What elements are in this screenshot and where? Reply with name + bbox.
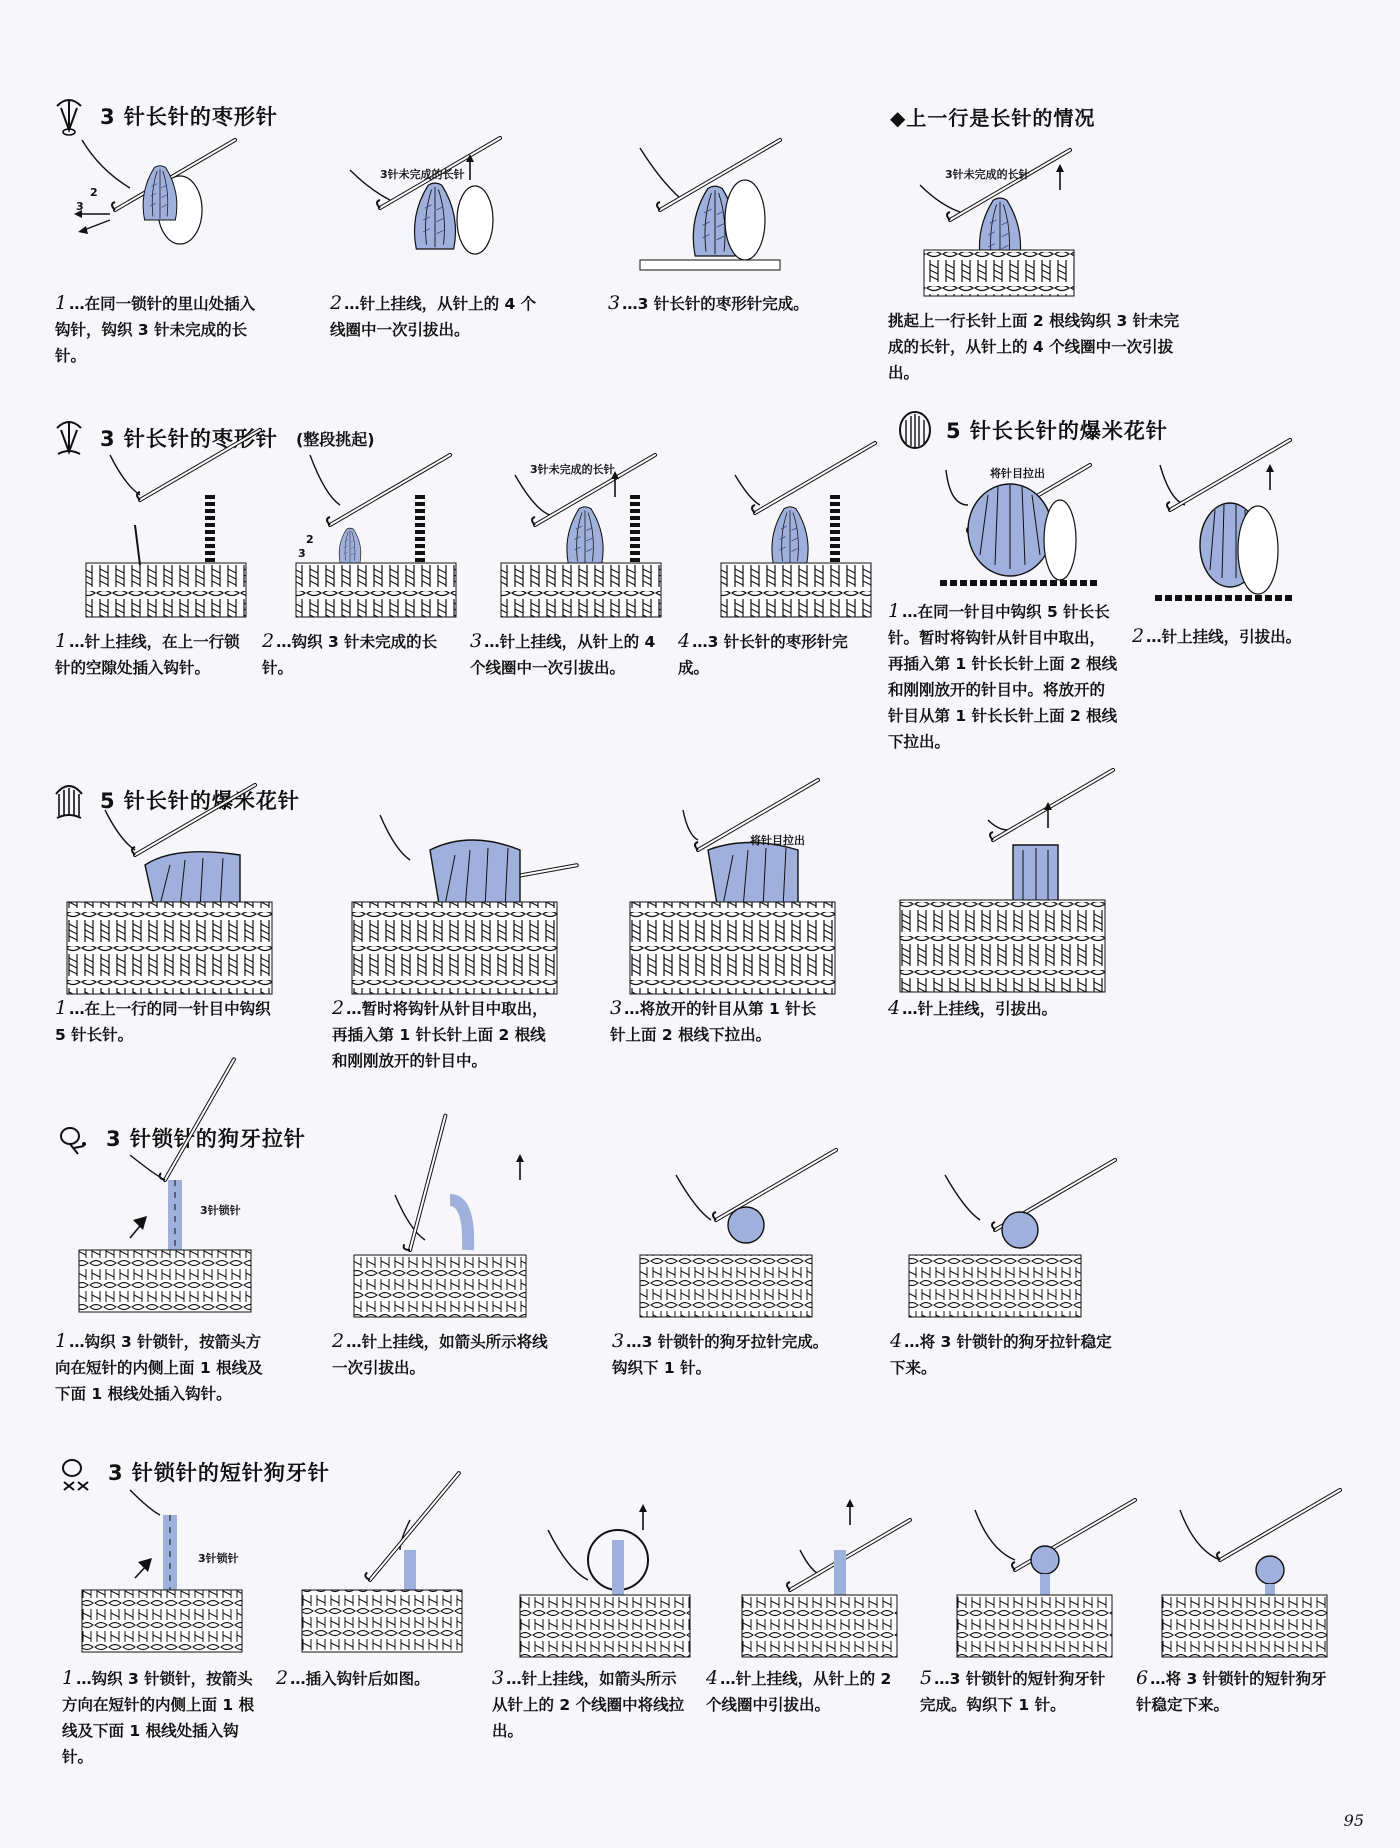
section-subtitle: (整段挑起) — [295, 429, 375, 449]
figure-s1-step3 — [620, 140, 790, 270]
caption-s5-3: 3 …3 针锁针的狗牙拉针完成。钩织下 1 针。 — [612, 1330, 829, 1377]
figure-s5-step1 — [75, 1150, 255, 1315]
figure-number-label: 3 — [76, 200, 84, 213]
figure-s4-step1 — [65, 810, 275, 995]
section-title-picot-sc — [60, 1452, 330, 1492]
figure-s1-step1 — [70, 140, 220, 250]
figure-s6-step4 — [740, 1500, 900, 1660]
caption-s4-4: 4 …针上挂线，引拔出。 — [888, 997, 1058, 1019]
section-title-bobble-3dc — [52, 96, 278, 136]
figure-s4-step3 — [628, 810, 838, 995]
caption-s2-2: 2 …钩织 3 针未完成的长针。 — [262, 630, 438, 677]
figure-label: 3针未完成的长针 — [945, 168, 1030, 181]
figure-s6-step6 — [1160, 1500, 1330, 1660]
section-title: 5 针长长针的爆米花针 — [946, 419, 1168, 443]
caption-s6-6: 6 …将 3 针锁针的短针狗牙针稳定下来。 — [1136, 1667, 1327, 1714]
figure-s1b — [910, 150, 1080, 300]
figure-label: 将针目拉出 — [990, 467, 1045, 480]
section-title-prev-row-dc — [890, 102, 1095, 131]
figure-s5-step3 — [636, 1170, 816, 1320]
figure-s2-step2 — [290, 455, 460, 625]
figure-s4-step4 — [898, 800, 1108, 995]
section-title: 5 针长针的爆米花针 — [100, 789, 300, 813]
figure-number-label: 3 — [298, 547, 306, 560]
figure-s5-step4 — [905, 1170, 1085, 1320]
caption-s2-1: 1 …针上挂线，在上一行锁针的空隙处插入钩针。 — [55, 630, 240, 677]
figure-s2-step4 — [715, 455, 875, 625]
caption-s3-2: 2 …针上挂线，引拔出。 — [1132, 625, 1302, 647]
figure-s6-step5 — [955, 1500, 1115, 1660]
caption-s6-1: 1 …钩织 3 针锁针，按箭头方向在短针的内侧上面 1 根线及下面 1 根线处插入钩针。 — [62, 1667, 255, 1766]
caption-s6-3: 3 …针上挂线，如箭头所示从针上的 2 个线圈中将线拉出。 — [492, 1667, 685, 1740]
bobble-3dc-icon — [52, 418, 86, 458]
caption-s2-4: 4 …3 针长针的枣形针完成。 — [678, 630, 848, 677]
caption-s6-2: 2 …插入钩针后如图。 — [276, 1667, 430, 1689]
figure-s5-step2 — [350, 1160, 530, 1320]
caption-s6-5: 5 …3 针锁针的短针狗牙针完成。钩织下 1 针。 — [920, 1667, 1106, 1714]
caption-s6-4: 4 …针上挂线，从针上的 2 个线圈中引拔出。 — [706, 1667, 892, 1714]
caption-s5-1: 1 …钩织 3 针锁针，按箭头方向在短针的内侧上面 1 根线及下面 1 根线处插入钩针。 — [55, 1330, 263, 1403]
figure-s3-step1 — [940, 465, 1110, 595]
section-title: 3 针长针的枣形针 — [100, 105, 278, 129]
page-number: 95 — [1343, 1811, 1364, 1830]
caption-s2-3: 3 …针上挂线，从针上的 4 个线圈中一次引拔出。 — [470, 630, 656, 677]
figure-s3-step2 — [1150, 460, 1300, 610]
section-title: 3 针长针的枣形针 — [100, 427, 278, 451]
figure-s6-step3 — [518, 1500, 693, 1660]
caption-s4-3: 3 …将放开的针目从第 1 针长针上面 2 根线下拉出。 — [610, 997, 817, 1044]
bobble-3dc-icon — [52, 96, 86, 136]
caption-s4-2: 2 …暂时将钩针从针目中取出，再插入第 1 针长针上面 2 根线和刚刚放开的针目中。 — [332, 997, 548, 1070]
figure-label: 3针锁针 — [200, 1204, 241, 1217]
caption-s1b: 挑起上一行长针上面 2 根线钩织 3 针未完成的长针，从针上的 4 个线圈中一次引拔出。 — [888, 312, 1180, 382]
figure-s2-step1 — [80, 455, 250, 625]
figure-label: 3针锁针 — [198, 1552, 239, 1565]
section-title: 3 针锁针的狗牙拉针 — [106, 1127, 306, 1151]
picot-sc-icon — [60, 1452, 94, 1492]
figure-label: 将针目拉出 — [750, 834, 805, 847]
caption-s1-3: 3 …3 针长针的枣形针完成。 — [608, 292, 809, 314]
figure-s2-step3 — [495, 455, 665, 625]
caption-s1-2: 2 …针上挂线，从针上的 4 个线圈中一次引拔出。 — [330, 292, 537, 339]
figure-s4-step2 — [350, 810, 560, 995]
caption-s5-4: 4 …将 3 针锁针的狗牙拉针稳定下来。 — [890, 1330, 1112, 1377]
figure-label: 3针未完成的长针 — [380, 168, 465, 181]
popcorn-5tr-icon — [898, 410, 932, 450]
figure-s6-step2 — [300, 1520, 465, 1655]
caption-s4-1: 1 …在上一行的同一针目中钩织 5 针长针。 — [55, 997, 271, 1044]
caption-s3-1: 1 …在同一针目中钩织 5 针长长针。暂时将钩针从针目中取出，再插入第 1 针长长针上面 2 根线和刚刚放开的针目中。将放开的针目从第 1 针长长针上面 2 根线下拉出。 — [888, 600, 1118, 751]
section-title: 3 针锁针的短针狗牙针 — [108, 1461, 330, 1485]
figure-number-label: 2 — [306, 533, 314, 546]
section-title-popcorn-5tr — [898, 410, 1168, 450]
section-title: ◆上一行是长针的情况 — [890, 106, 1096, 130]
figure-s6-step1 — [80, 1490, 245, 1655]
figure-number-label: 2 — [90, 186, 98, 199]
figure-label: 3针未完成的长针 — [530, 463, 615, 476]
figure-s1-step2 — [340, 150, 520, 260]
section-title-bobble-3dc-chain — [52, 418, 375, 458]
caption-s5-2: 2 …针上挂线，如箭头所示将线一次引拔出。 — [332, 1330, 548, 1377]
caption-s1-1: 1 …在同一锁针的里山处插入钩针，钩织 3 针未完成的长针。 — [55, 292, 256, 365]
